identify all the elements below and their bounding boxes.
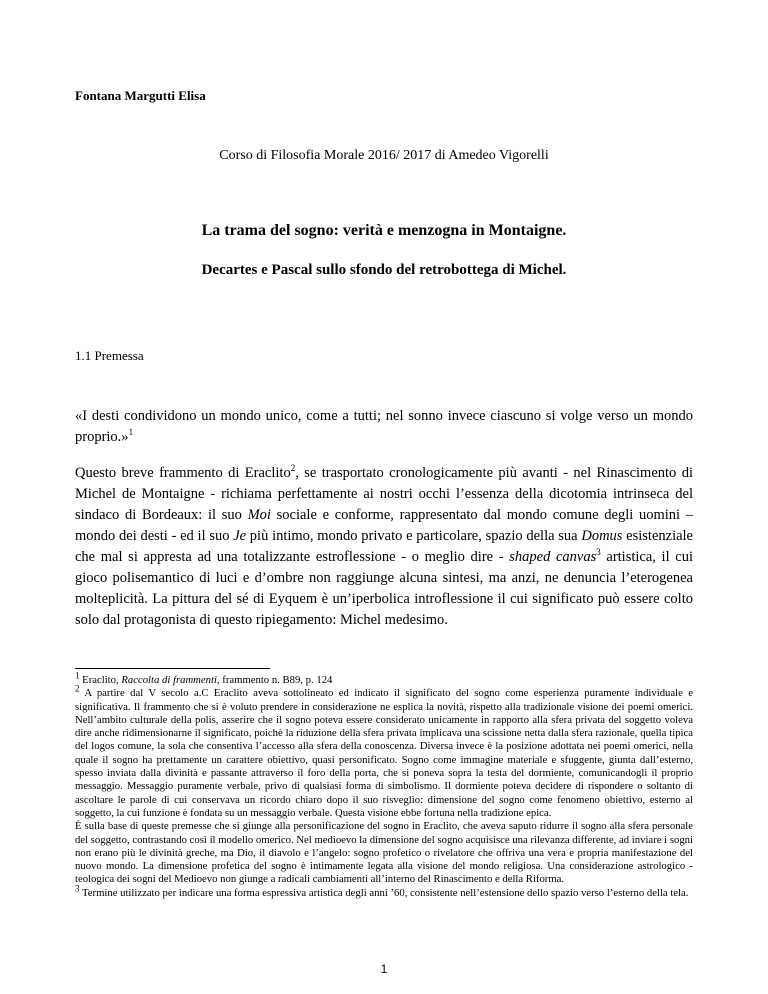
italic-term-moi: Moi [247,507,271,523]
footnote-text: Termine utilizzato per indicare una forma espressiva artistica degli anni ’60, consistente nell’estensione dello spazio verso l’esterno della tela. [81,886,689,899]
epigraph-text: «I desti condividono un mondo unico, come a tutti; nel sonno invece ciascuno si volge verso un mondo proprio.» [75,408,693,445]
paragraph-text: esistenziale che mal si appresta ad una totalizzante estroflessione - o meglio dire - [75,528,693,565]
footnote-text: A partire dal V secolo a.C Eraclito aveva sottolineato ed indicato il significato del sogno come esperienza puramente individuale e significativa. Il frammento che si è voluto prendere in considerazione ne esplica la novità, rispetto alla tradizionale visione dei poemi omerici. Nell’ambito culturale della polis, asserire che il sogno poteva essere considerato unicamente in rapporto alla sfera privata del soggetto voleva dire anche ridimensionarne il significato, poichè la riduzione della sfera privata implicava una scissione netta dalla sfera razionale, quella tipica del logos comune, la sola che consentiva l’accesso alla sfera della conoscenza. Diversa invece è la posizione adottata nei poemi omerici, nella quale il sogno ha prettamente un carattere obiettivo, quasi personificato. Sogno come immagine materiale e sfuggente, giunta dall’esterno, spesso inviata dalla divinità e passante attraverso il foro della porta, che si poneva sopra la testa del dormiente, comunicandogli il proprio messaggio. Messaggio puramente verbale, privo di qualsiasi forma di simbolismo. Il dormiente poteva decidere di rispondere o soltanto di ascoltare le parole di cui conservava un ricordo chiaro dopo il suo risveglio: dimensione del sogno come fenomeno obiettivo, esterno al soggetto, la cui funzione è fondata su un messaggio verbale. Questa visione ebbe fortuna nella tradizione epica. [75,687,693,819]
section-heading: 1.1 Premessa [75,348,144,363]
italic-term-shaped-canvas: shaped canvas [509,549,597,565]
footnote-1 [75,670,693,687]
footnote-number: 3 [75,883,80,894]
footnote-text: Eraclito, [82,674,122,686]
italic-term-je: Je [233,528,247,544]
footnote-2-continued: È sulla base di queste premesse che si giunge alla personificazione del sogno in Eraclito, che aveva saputo ridurre il sogno alla sfera personale del soggetto, contrastando così il modello omerico. Nel medioevo la dimensione del sogno acquisisce una rilevanza differente, ad inviare i sogni non erano più le divinità greche, ma Dio, il diavolo e l’angelo: sogno profetico o rivelatore che offriva una vera e propria manifestazione del nuovo mondo. La dimensione profetica del sogno è intimamente legata alla visione del mondo religiosa. Una considerazione astrologico - teologica dei sogni del Medioevo non giunge a radicali cambiamenti all’interno del Rinascimento e della Riforma. [75,820,693,886]
epigraph-quote [75,406,693,448]
paragraph-text: Questo breve frammento di Eraclito [75,465,291,481]
footnote-ref-3[interactable]: 3 [596,547,601,558]
author-name: Fontana Margutti Elisa [75,88,206,103]
footnote-number: 2 [75,683,80,694]
paragraph-text: artistica, il cui gioco polisemantico di luci e d’ombre non raggiunge alcuna sintesi, ma anzi, ne denuncia l’eterogenea molteplicità. La pittura del sé di Eyquem è un’iperbolica introflessione il cui significato può essere colto solo dal protagonista di questo ripiegamento: Michel medesimo. [75,549,693,628]
footnote-text: , frammento n. B89, p. 124 [216,674,333,686]
paragraph-text: , se trasportato cronologicamente più avanti - nel Rinascimento di Michel de Montaigne - richiama perfettamente ai nostri occhi l’essenza della dicotomia intrinseca del sindaco di Bordeaux: il suo [75,465,693,523]
document-title: La trama del sogno: verità e menzogna in Montaigne. [201,222,567,239]
document-subtitle: Decartes e Pascal sullo sfondo del retrobottega di Michel. [201,262,567,278]
footnote-3 [75,883,693,900]
footnote-ref-1[interactable]: 1 [128,427,134,438]
footnote-separator [75,668,270,669]
footnote-2 [75,683,693,820]
paragraph-text: più intimo, mondo privato e particolare, spazio della sua [246,528,582,544]
page-number: 1 [380,962,388,976]
italic-term-domus: Domus [581,528,623,544]
body-paragraph [75,463,693,631]
footnote-italic-title: Raccolta di frammenti [121,674,217,686]
footnotes [75,670,693,900]
footnote-number: 1 [75,670,80,681]
paragraph-text: sociale e conforme, rappresentato dal mondo comune degli uomini – mondo dei desti - ed il suo [75,507,693,544]
course-line: Corso di Filosofia Morale 2016/ 2017 di Amedeo Vigorelli [219,148,549,163]
footnote-ref-2[interactable]: 2 [290,463,296,474]
